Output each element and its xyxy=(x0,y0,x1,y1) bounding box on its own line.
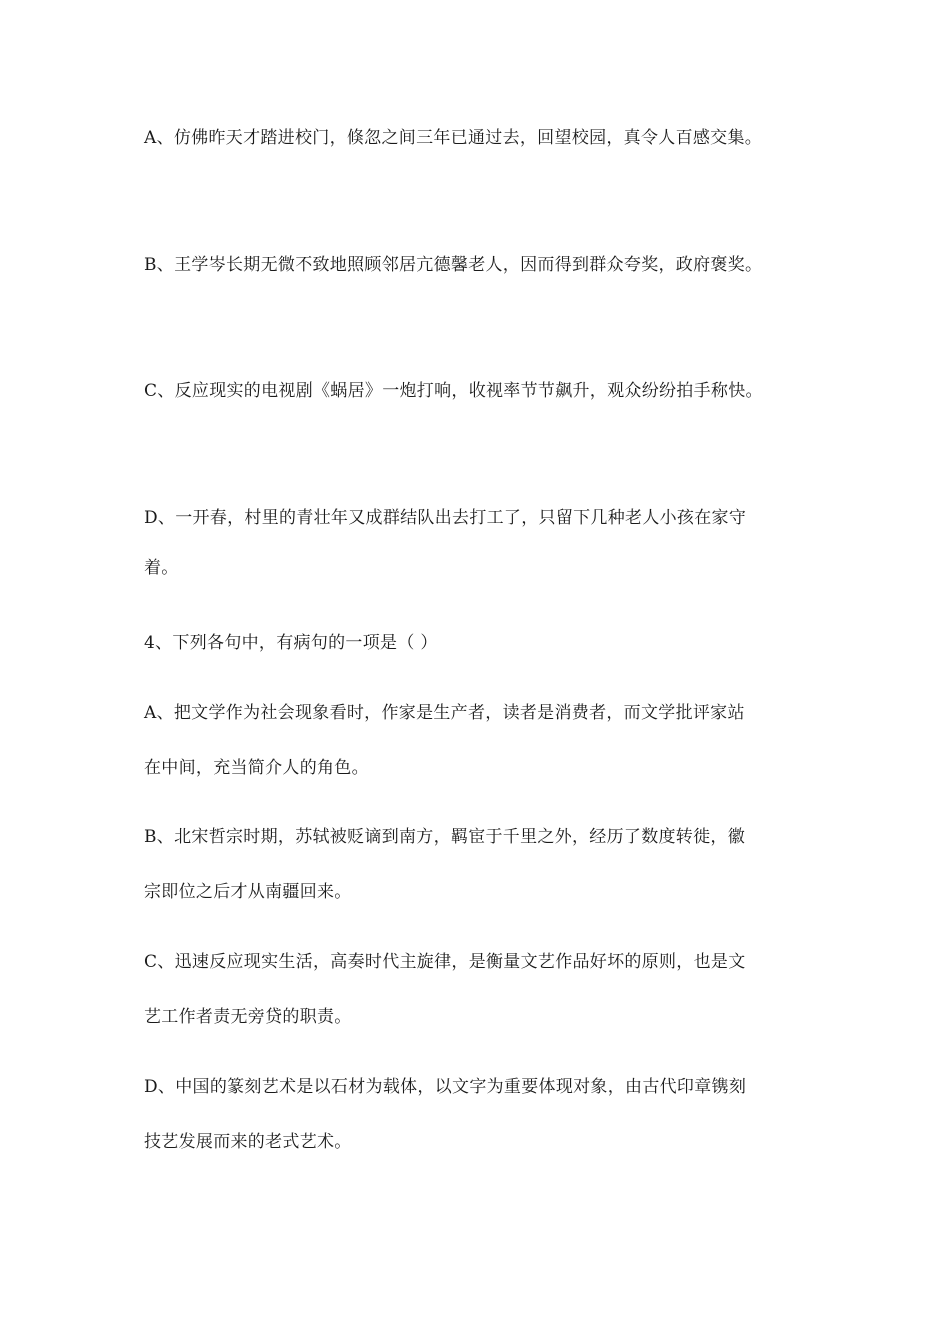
q4-option-b-line1: B、北宋哲宗时期，苏轼被贬谪到南方，羁宦于千里之外，经历了数度转徙，徽 xyxy=(144,827,745,847)
q4-option-d-line2: 技艺发展而来的老式艺术。 xyxy=(144,1132,352,1152)
q4-option-a-line2: 在中间，充当简介人的角色。 xyxy=(144,758,369,778)
q3-option-d-line2: 着。 xyxy=(144,558,179,578)
q4-option-c-line1: C、迅速反应现实生活，高奏时代主旋律，是衡量文艺作品好坏的原则，也是文 xyxy=(144,952,746,972)
q3-option-a: A、仿佛昨天才踏进校门，倏忽之间三年已通过去，回望校园，真令人百感交集。 xyxy=(144,128,763,148)
q4-option-b-line2: 宗即位之后才从南疆回来。 xyxy=(144,882,352,902)
q3-option-b: B、王学岑长期无微不致地照顾邻居亢德馨老人，因而得到群众夸奖，政府褒奖。 xyxy=(144,255,763,275)
q4-option-a-line1: A、把文学作为社会现象看时，作家是生产者，读者是消费者，而文学批评家站 xyxy=(144,703,745,723)
q4-question: 4、下列各句中，有病句的一项是（ ） xyxy=(144,633,438,653)
q3-option-d-line1: D、一开春，村里的青壮年又成群结队出去打工了，只留下几种老人小孩在家守 xyxy=(144,508,747,528)
q4-option-d-line1: D、中国的篆刻艺术是以石材为载体，以文字为重要体现对象，由古代印章镌刻 xyxy=(144,1077,747,1097)
q4-option-c-line2: 艺工作者责无旁贷的职责。 xyxy=(144,1007,352,1027)
q3-option-c: C、反应现实的电视剧《蜗居》一炮打响，收视率节节飙升，观众纷纷拍手称快。 xyxy=(144,381,763,401)
